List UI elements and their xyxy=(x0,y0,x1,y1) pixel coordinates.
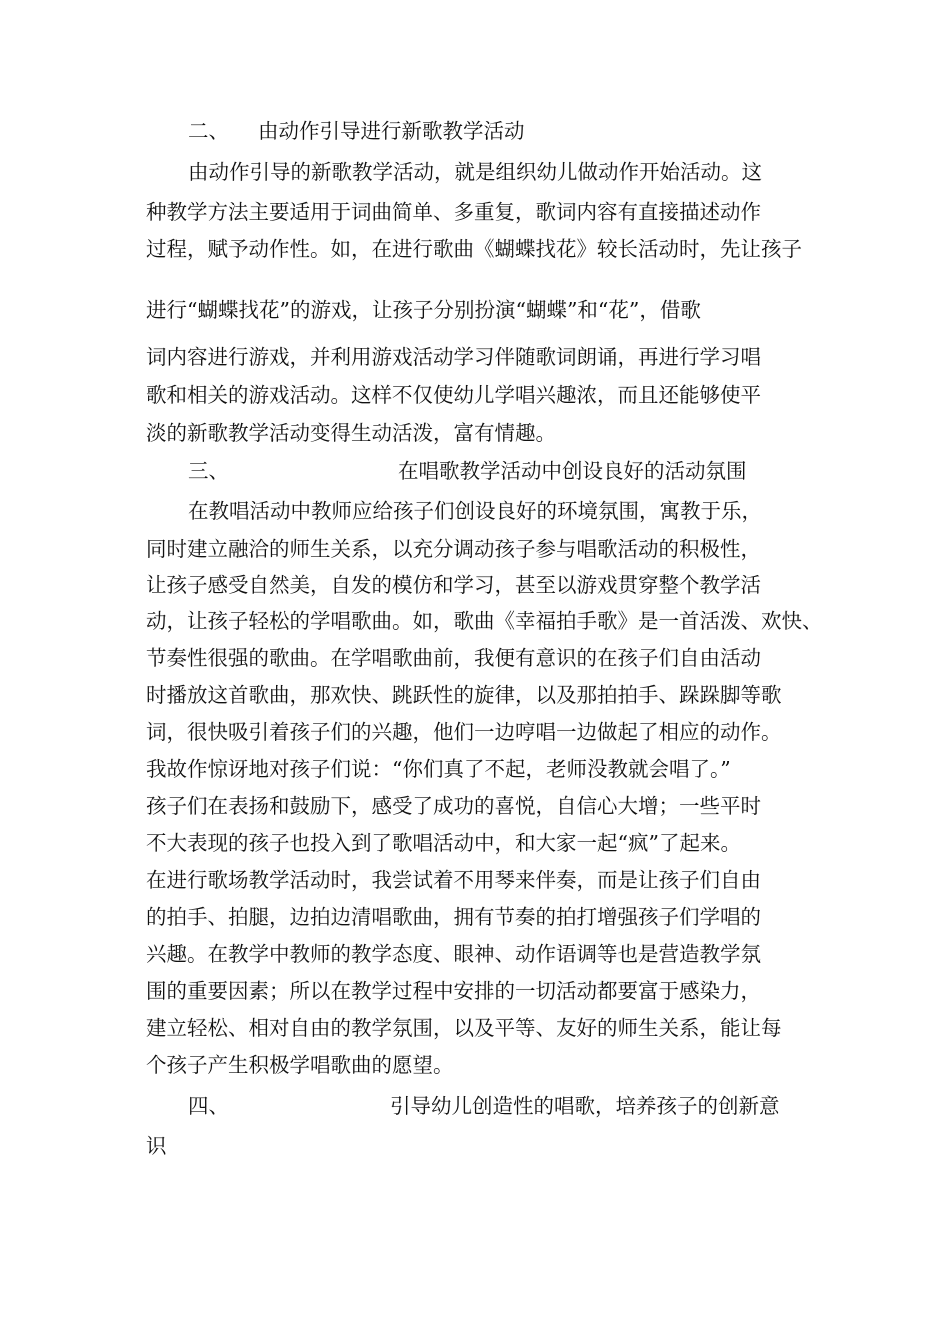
paragraph-line: 个孩子产生积极学唱歌曲的愿望。 xyxy=(146,1053,454,1077)
paragraph-line: 建立轻松、相对自由的教学氛围，以及平等、友好的师生关系，能让每 xyxy=(146,1016,782,1040)
section-number: 三、 xyxy=(188,459,229,483)
paragraph-line: 由动作引导的新歌教学活动，就是组织幼儿做动作开始活动。这 xyxy=(188,160,762,184)
paragraph-line: 我故作惊讶地对孩子们说：“你们真了不起，老师没教就会唱了。” xyxy=(146,757,731,781)
paragraph-line: 在教唱活动中教师应给孩子们创设良好的环境氛围，寓教于乐， xyxy=(188,499,762,523)
section-title: 引导幼儿创造性的唱歌，培养孩子的创新意 xyxy=(390,1094,780,1118)
section-number: 四、 xyxy=(188,1094,229,1118)
section-title: 在唱歌教学活动中创设良好的活动氛围 xyxy=(398,459,747,483)
paragraph-line: 词内容进行游戏，并利用游戏活动学习伴随歌词朗诵，再进行学习唱 xyxy=(146,345,761,369)
paragraph-line: 节奏性很强的歌曲。在学唱歌曲前，我便有意识的在孩子们自由活动 xyxy=(146,646,761,670)
paragraph-line: 时播放这首歌曲，那欢快、跳跃性的旋律，以及那拍拍手、跺跺脚等歌 xyxy=(146,683,782,707)
paragraph-line: 让孩子感受自然美，自发的模仿和学习，甚至以游戏贯穿整个教学活 xyxy=(146,573,761,597)
section-title-continuation: 识 xyxy=(146,1134,167,1158)
paragraph-line: 进行“蝴蝶找花”的游戏，让孩子分别扮演“蝴蝶”和“花”，借歌 xyxy=(146,298,701,322)
paragraph-line: 的拍手、拍腿，边拍边清唱歌曲，拥有节奏的拍打增强孩子们学唱的 xyxy=(146,905,761,929)
paragraph-line: 兴趣。在教学中教师的教学态度、眼神、动作语调等也是营造教学氛 xyxy=(146,942,761,966)
paragraph-line: 淡的新歌教学活动变得生动活泼，富有情趣。 xyxy=(146,421,556,445)
paragraph-line: 词，很快吸引着孩子们的兴趣，他们一边哼唱一边做起了相应的动作。 xyxy=(146,720,782,744)
paragraph-line: 过程，赋予动作性。如，在进行歌曲《蝴蝶找花》较长活动时，先让孩子 xyxy=(146,237,802,261)
section-number: 二、 xyxy=(188,119,229,143)
paragraph-line: 动，让孩子轻松的学唱歌曲。如，歌曲《幸福拍手歌》是一首活泼、欢快、 xyxy=(146,609,823,633)
section-title: 由动作引导进行新歌教学活动 xyxy=(258,119,525,143)
paragraph-line: 歌和相关的游戏活动。这样不仅使幼儿学唱兴趣浓，而且还能够使平 xyxy=(146,383,761,407)
paragraph-line: 不大表现的孩子也投入到了歌唱活动中，和大家一起“疯”了起来。 xyxy=(146,831,741,855)
paragraph-line: 围的重要因素；所以在教学过程中安排的一切活动都要富于感染力， xyxy=(146,979,761,1003)
paragraph-line: 种教学方法主要适用于词曲简单、多重复，歌词内容有直接描述动作 xyxy=(146,200,761,224)
paragraph-line: 孩子们在表扬和鼓励下，感受了成功的喜悦，自信心大增；一些平时 xyxy=(146,794,761,818)
paragraph-line: 同时建立融洽的师生关系，以充分调动孩子参与唱歌活动的积极性， xyxy=(146,537,761,561)
paragraph-line: 在进行歌场教学活动时，我尝试着不用琴来伴奏，而是让孩子们自由 xyxy=(146,868,761,892)
